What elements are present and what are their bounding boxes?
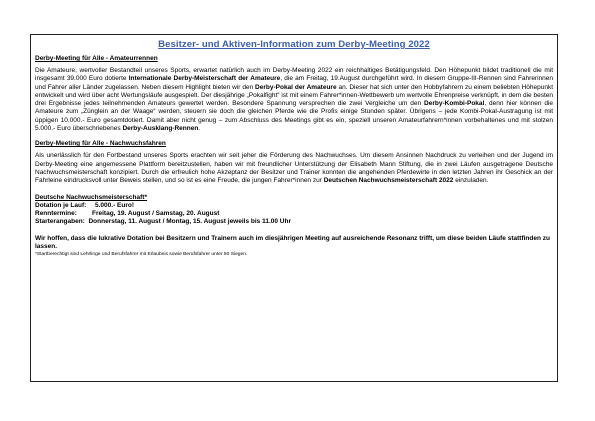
section-heading-amateurrennen: Derby-Meeting für Alle - Amateurrennen <box>35 55 158 62</box>
text-run: an. Dieser hat sich unter den Hobbyfahrern zu einem beliebten Höhepunkt entwickelt und wird über acht Wertungsläufe ausgespielt. Der diesjährige „Pokalfight“ ist mit einem Fahrer*innen-Wettbewerb um wertvolle Ehrenpreise verknüpft, in dem die besten drei Ergebnisse jedes teilnehmenden Amateurs gewertet werden. Besondere Spannung versprechen die zwei Vergleiche um den <box>35 83 554 108</box>
text-run: einzuladen. <box>453 177 489 185</box>
dotation-row <box>35 202 553 210</box>
text-run-bold: Internationale Derby-Meisterschaft der Amateure <box>128 75 281 83</box>
text-run: Die Amateure, wertvoller Bestandteil unseres Sports, erwartet natürlich auch im Derby-Meeting 2022 ein reichhaltiges Betätigungsfeld. Den Höhepunkt bildet traditionell die mit insgesamt 39.000 Euro dotierte <box>35 67 553 83</box>
entries-value: Donnerstag, 11. August / Montag, 15. August jeweils bis 11.00 Uhr <box>88 218 291 226</box>
text-run: , die am Freitag, 19.August durchgeführt wird. In diesem Gruppe-III-Rennen sind Fahrerinnen und Fahrer aller Länder zugelassen. Neben diesem Highlight bieten wir den <box>35 75 553 91</box>
dates-row <box>35 210 553 218</box>
text-run: , denn hier können die Amateure zum „Zünglein an der Waage“ werden, steuern sie doch die gleichen Pferde wie die Profis einige Stunden später. Übrigens – jede Kombi-Pokal-Austragung ist mit üppigen 10.000.- Euro gesamtdotiert. Damit aber nicht genug – zum Abschluss des Meetings gibt es ein, speziell unseren Amateurfahrern*innen vorbehaltenes und mit stolzen 5.000.- Euro überschriebenes <box>35 100 553 133</box>
paragraph-amateurrennen <box>35 67 553 133</box>
document-title: Besitzer- und Aktiven-Information zum Derby-Meeting 2022 <box>158 39 430 50</box>
spacer <box>35 133 553 140</box>
dotation-label: Dotation je Lauf: <box>35 201 87 209</box>
paragraph-nachwuchsfahren <box>35 152 553 185</box>
text-run-bold: Derby-Ausklang-Rennen <box>122 125 199 133</box>
footnote: *Startberechtigt sind Lehrlinge und Berufsfahrer mit Erlaubnis sowie Berufsfahrer unter 50 Siegen. <box>35 251 248 257</box>
dates-label: Renntermine: <box>35 210 77 218</box>
section-heading-nachwuchsfahren: Derby-Meeting für Alle - Nachwuchsfahren <box>35 140 166 148</box>
text-run-bold: Derby-Pokal der Amateure <box>255 83 337 91</box>
text-run-bold: Deutschen Nachwuchsmeisterschaft 2022 <box>323 177 454 185</box>
entries-row <box>35 218 553 226</box>
text-run: . <box>198 125 201 133</box>
dates-value: Freitag, 19. August / Samstag, 20. August <box>92 210 220 218</box>
section-heading-nachwuchsmeisterschaft: Deutsche Nachwuchsmeisterschaft* <box>35 193 147 201</box>
text-run: Als unerlässlich für den Fortbestand unseres Sports erachten wir seit jeher die Förderung des Nachwuchses. Um diesem Ansinnen Nachdruck zu verleihen und der Jugend im Derby-Meeting eine angemessene Plattform bereitzustellen, haben wir mit freundlicher Unterstützung der Elisabeth Mann Stiftung, die in zwei Läufen ausgetragene Deutsche Nachwuchsmeisterschaft konzipiert. Durch die erfreulich hohe Akzeptanz der Besitzer und Trainer konnten die angehenden Pferdewirte in den letzten Jahren ihr Geschick an der Fahrleine eindrucksvoll unter Beweis stellen, und so ist es eine Freude, die jungen Fahrer*innen zur <box>35 152 553 185</box>
spacer <box>35 186 553 194</box>
closing-statement: Wir hoffen, dass die lukrative Dotation bei Besitzern und Trainern auch im diesjährigen Meeting auf ausreichende Resonanz trifft, um diese beiden Läufe stattfinden zu lassen. <box>35 234 550 251</box>
text-run-bold: Derby-Kombi-Pokal <box>424 100 485 108</box>
document-frame <box>30 34 558 382</box>
spacer <box>35 227 553 235</box>
entries-label: Starterangaben: <box>35 218 85 226</box>
dotation-value: 5.000.- Euro! <box>95 201 135 209</box>
